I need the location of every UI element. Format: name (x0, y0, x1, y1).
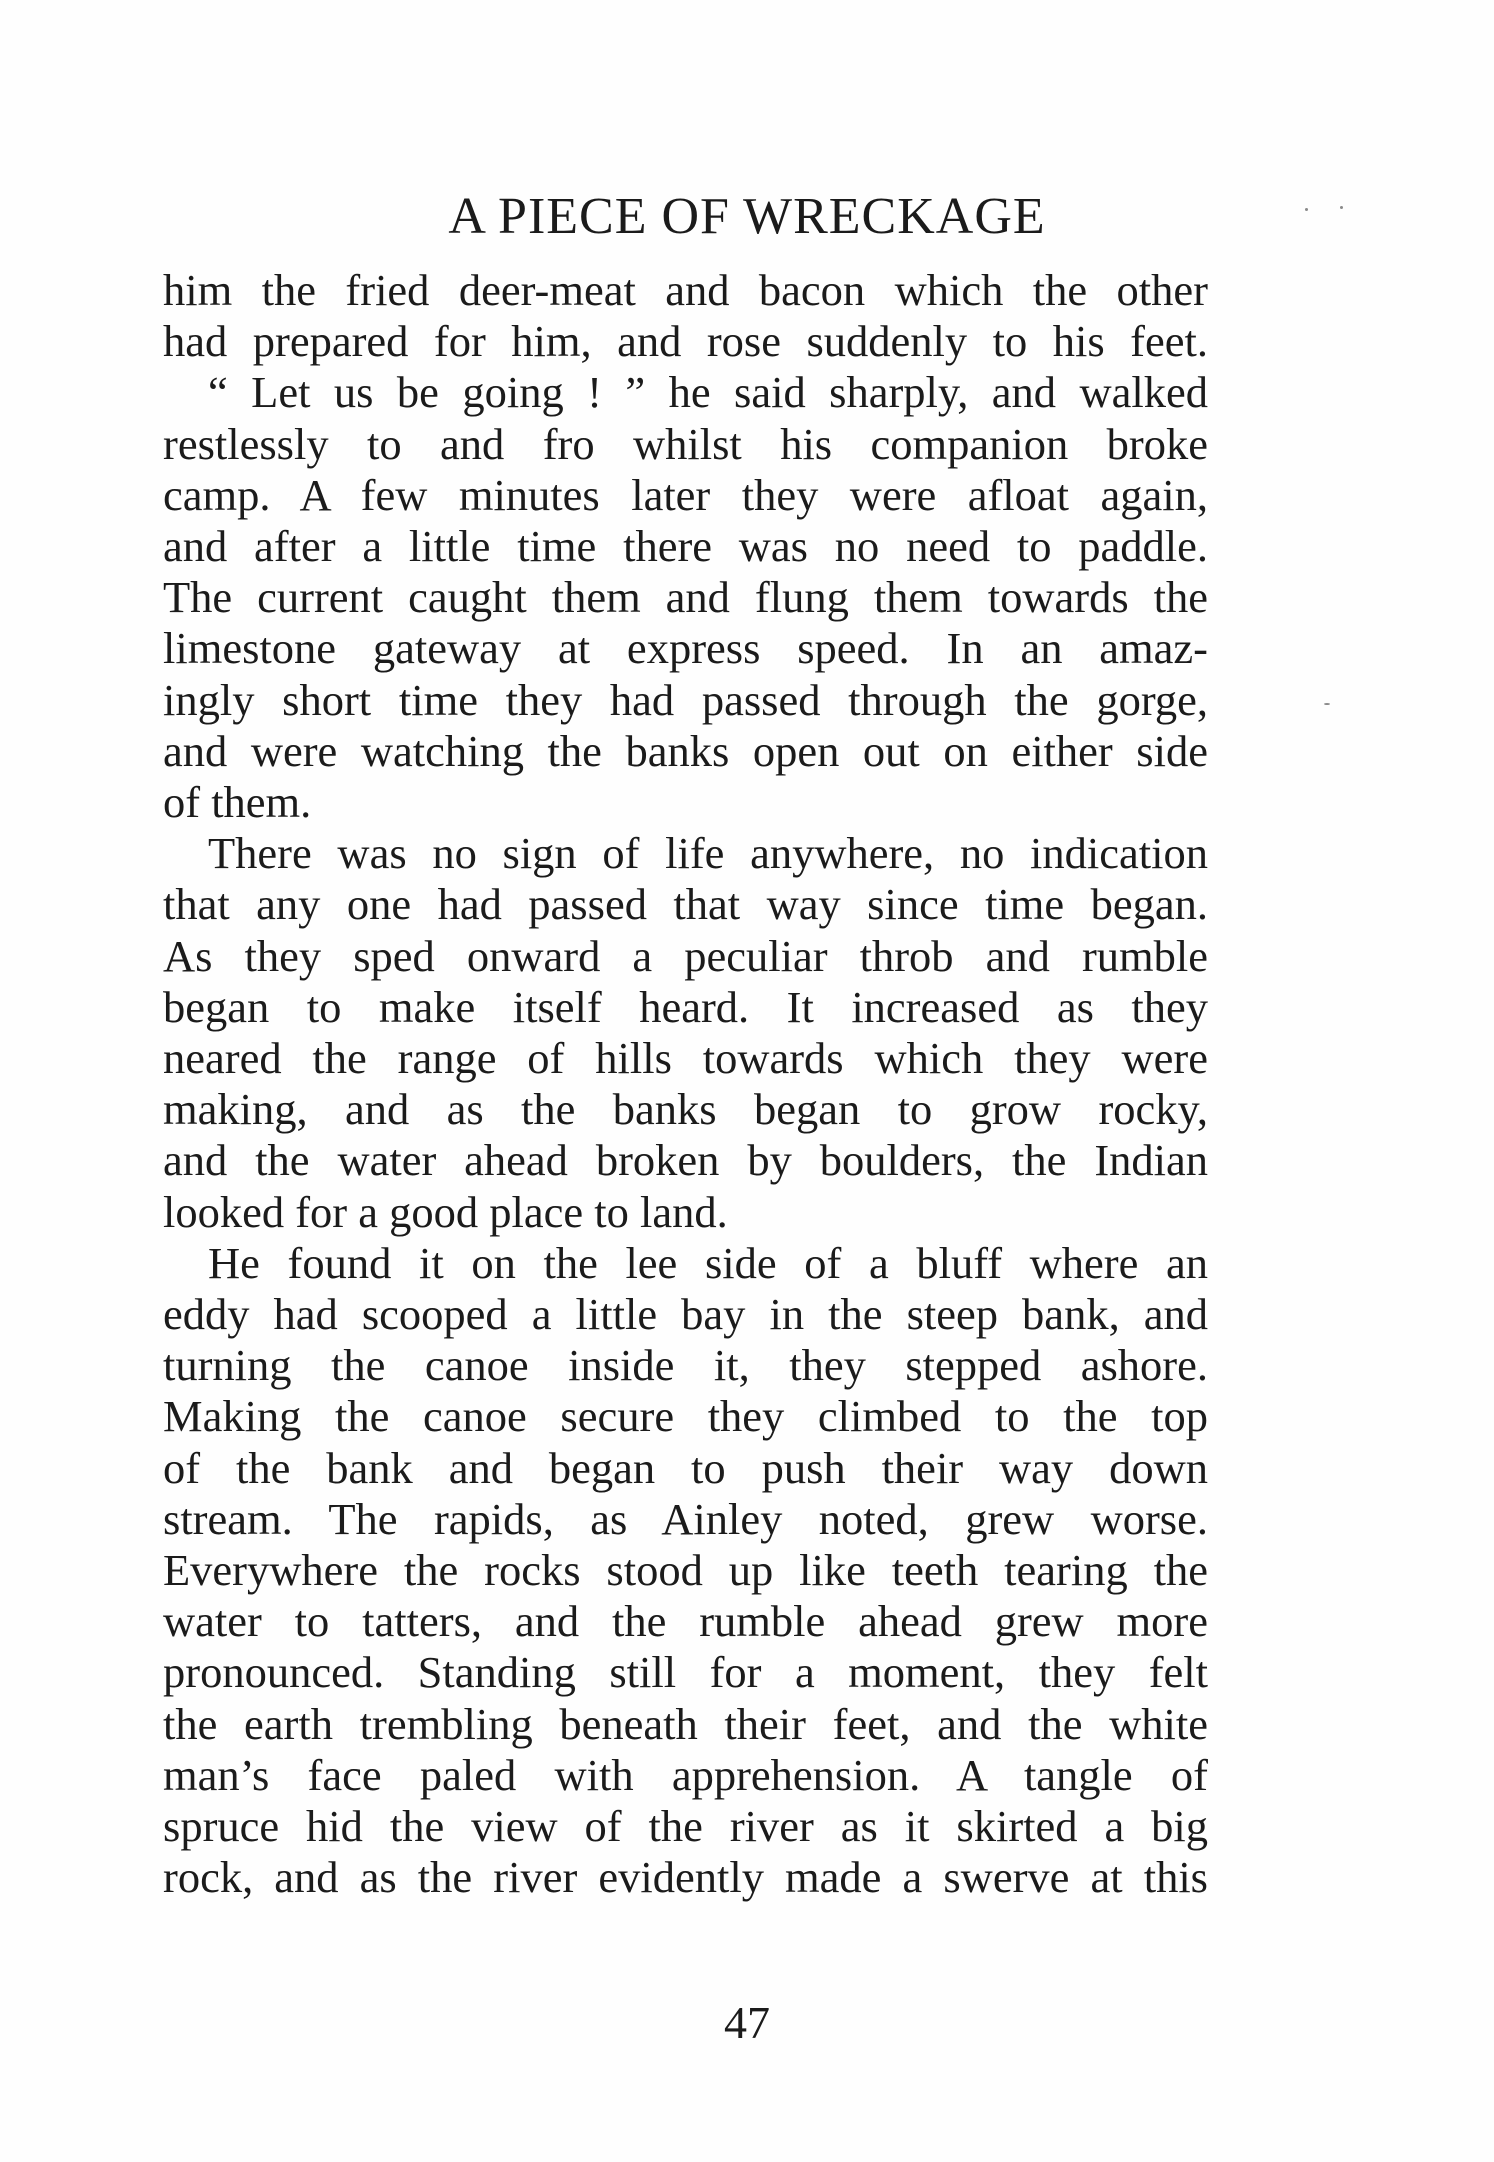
text-line: He found it on the lee side of a bluff where an (208, 1237, 1208, 1288)
text-line: and the water ahead broken by boulders, the Indian (163, 1135, 1208, 1186)
text-line: There was no sign of life anywhere, no indication (208, 828, 1208, 879)
text-line: that any one had passed that way since time began. (163, 879, 1208, 930)
page-number: 47 (724, 1997, 770, 2048)
text-line: restlessly to and fro whilst his companion broke (163, 418, 1208, 469)
text-line: The current caught them and flung them towards the (163, 572, 1208, 623)
text-line: eddy had scooped a little bay in the steep bank, and (163, 1289, 1208, 1340)
text-line: began to make itself heard. It increased as they (163, 981, 1208, 1032)
text-line: limestone gateway at express speed. In an amaz- (163, 623, 1208, 674)
running-head-title: A PIECE OF WRECKAGE (448, 188, 1046, 245)
text-line: Making the canoe secure they climbed to the top (163, 1391, 1208, 1442)
text-line: making, and as the banks began to grow rocky, (163, 1084, 1208, 1135)
text-line: neared the range of hills towards which they were (163, 1033, 1208, 1084)
text-line: had prepared for him, and rose suddenly to his feet. (163, 316, 1208, 367)
text-line: camp. A few minutes later they were afloat again, (163, 469, 1208, 520)
text-line: man’s face paled with apprehension. A tangle of (163, 1749, 1208, 1800)
text-line: the earth trembling beneath their feet, and the white (163, 1698, 1208, 1749)
text-line: “ Let us be going ! ” he said sharply, and walked (208, 367, 1208, 418)
text-line: him the fried deer-meat and bacon which the other (163, 265, 1208, 315)
text-line: of the bank and began to push their way down (163, 1442, 1208, 1493)
body-text (163, 265, 1208, 1904)
text-line: pronounced. Standing still for a moment, they felt (163, 1647, 1208, 1698)
text-line: turning the canoe inside it, they stepped ashore. (163, 1340, 1208, 1391)
paper-speck (1305, 208, 1308, 211)
text-line: of them. (163, 777, 312, 828)
paper-speck (1324, 703, 1330, 705)
text-line: rock, and as the river evidently made a swerve at this (163, 1852, 1208, 1903)
paper-speck (1340, 206, 1343, 209)
text-line: ingly short time they had passed through the gorge, (163, 674, 1208, 725)
text-line: looked for a good place to land. (163, 1186, 728, 1237)
text-line: stream. The rapids, as Ainley noted, grew worse. (163, 1493, 1208, 1544)
text-line: Everywhere the rocks stood up like teeth tearing the (163, 1545, 1208, 1596)
text-line: spruce hid the view of the river as it skirted a big (163, 1801, 1208, 1852)
text-line: and after a little time there was no need to paddle. (163, 521, 1208, 572)
text-line: water to tatters, and the rumble ahead grew more (163, 1596, 1208, 1647)
text-line: and were watching the banks open out on either side (163, 725, 1208, 776)
text-line: As they sped onward a peculiar throb and rumble (163, 930, 1208, 981)
